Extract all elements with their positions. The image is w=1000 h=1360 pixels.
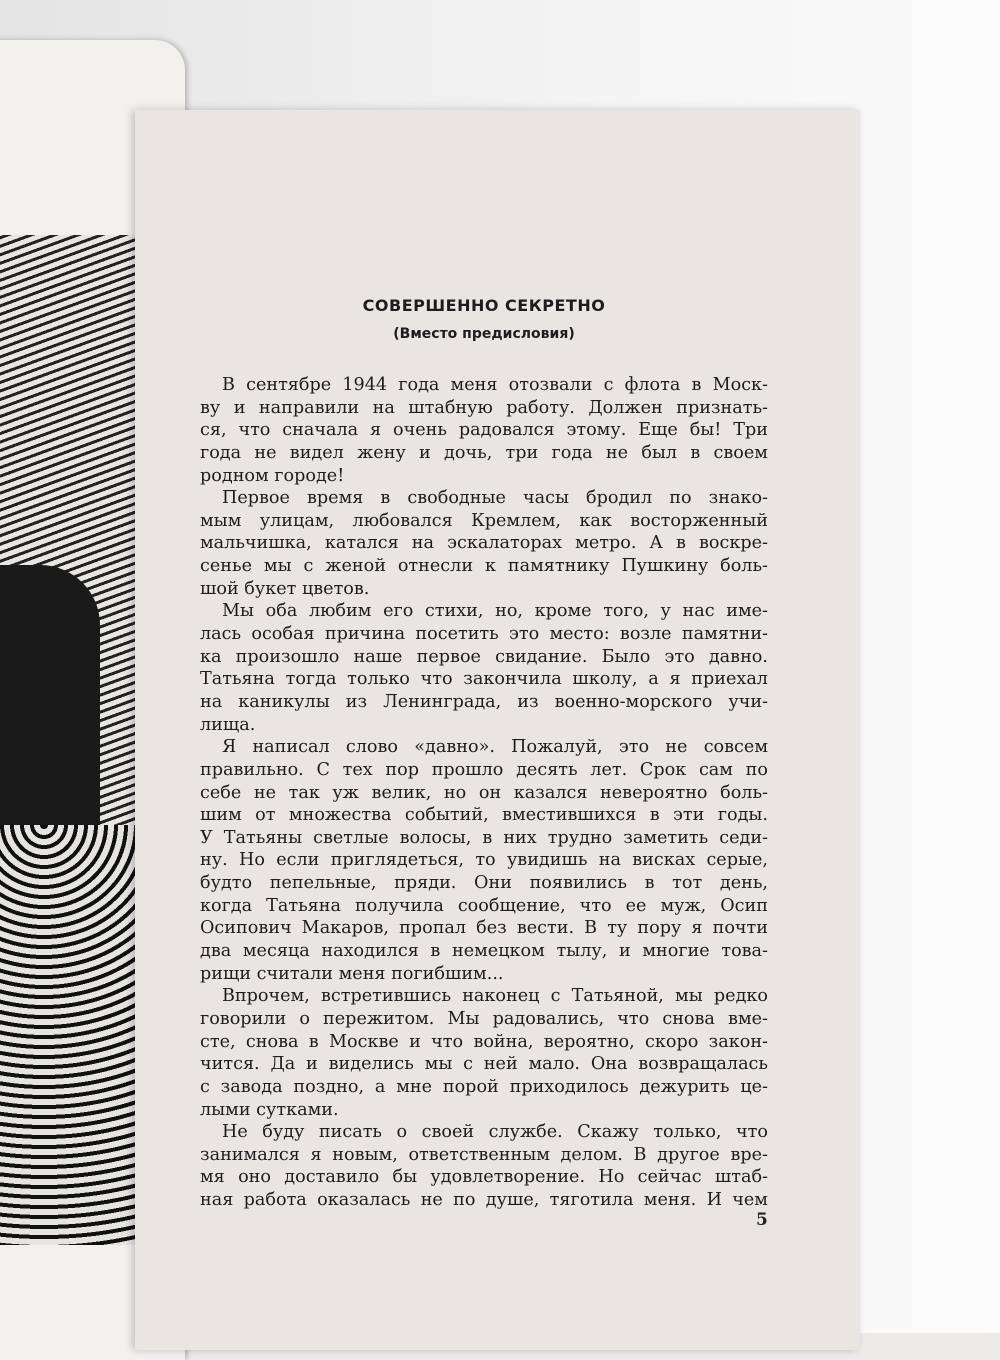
chapter-title: СОВЕРШЕННО СЕКРЕТНО — [362, 296, 606, 315]
page-text — [200, 296, 768, 1212]
text-line: рищи считали меня погибшим... — [200, 963, 504, 984]
text-line: шой букет цветов. — [200, 578, 370, 599]
text-line: ну. Но если приглядеться, то увидишь на висках серые, — [200, 850, 768, 871]
text-line: правильно. С тех пор прошло десять лет. Срок сам по — [200, 759, 768, 780]
paragraph — [200, 736, 768, 985]
ship-illustration — [0, 235, 140, 1245]
text-line: Осипович Макаров, пропал без вести. В ту пору я почти — [200, 918, 768, 939]
paragraph — [200, 487, 768, 600]
text-line: Я написал слово «давно». Пожалуй, это не совсем — [222, 737, 768, 758]
text-line: на каникулы из Ленинграда, из военно-морского учи- — [200, 691, 768, 712]
text-line: ву и направили на штабную работу. Должен признать- — [200, 397, 768, 418]
text-line: лища. — [200, 714, 256, 735]
text-line: В сентябре 1944 года меня отозвали с флота в Моск- — [222, 375, 768, 395]
text-line: Впрочем, встретившись наконец с Татьяной, мы редко — [222, 986, 768, 1007]
text-line: будто пепельные, пряди. Они появились в тот день, — [200, 873, 768, 894]
text-line: когда Татьяна получила сообщение, что ее муж, Осип — [200, 895, 768, 916]
text-line: сте, снова в Москве и что война, вероятно, скоро закон- — [200, 1031, 768, 1052]
text-line: два месяца находился в немецком тылу, и многие това- — [200, 941, 768, 962]
text-line: Татьяна тогда только что закончила школу, а я приехал — [200, 669, 768, 690]
text-line: родном городе! — [200, 465, 345, 486]
text-line: мя оно доставило бы удовлетворение. Но сейчас штаб- — [200, 1167, 768, 1188]
chapter-subtitle: (Вместо предисловия) — [393, 326, 575, 342]
page-number: 5 — [756, 1210, 768, 1230]
body-text — [200, 374, 768, 1212]
text-line: шим от множества событий, вместившихся в эти годы. — [200, 805, 768, 826]
text-line: ся, что сначала я очень радовался этому. Еще бы! Три — [200, 420, 768, 441]
paragraph — [200, 985, 768, 1121]
text-line: ка произошло наше первое свидание. Было это давно. — [200, 646, 768, 667]
sea-waves-engraving — [0, 825, 140, 1245]
paragraph — [200, 600, 768, 736]
text-line: занимался я новым, ответственным делом. В другое вре- — [200, 1144, 768, 1165]
text-line: мальчишка, катался на эскалаторах метро. А в воскре- — [200, 533, 768, 554]
text-line: сенье мы с женой отнесли к памятнику Пушкину боль- — [200, 556, 768, 577]
text-line: ная работа оказалась не по душе, тяготила меня. И чем — [200, 1190, 768, 1211]
text-line: лась особая причина посетить это место: возле памятни- — [200, 624, 768, 645]
text-line: У Татьяны светлые волосы, в них трудно заметить седи- — [200, 827, 768, 848]
text-line: лыми сутками. — [200, 1099, 339, 1120]
text-line: Не буду писать о своей службе. Скажу только, что — [222, 1122, 768, 1143]
text-line: Мы оба любим его стихи, но, кроме того, у нас име- — [222, 601, 768, 622]
text-line: говорили о пережитом. Мы радовались, что снова вме- — [200, 1008, 768, 1029]
text-line: чится. Да и виделись мы с ней мало. Она возвращалась — [200, 1054, 768, 1075]
text-line: себе не так уж велик, но он казался невероятно боль- — [200, 782, 768, 803]
text-line: мым улицам, любовался Кремлем, как восторженный — [200, 510, 768, 531]
paragraph — [200, 374, 768, 487]
text-line: года не видел жену и дочь, три года не был в своем — [200, 442, 768, 463]
text-line: с завода поздно, а мне порой приходилось дежурить це- — [200, 1076, 768, 1097]
paragraph — [200, 1121, 768, 1212]
text-line: Первое время в свободные часы бродил по знако- — [222, 488, 768, 509]
